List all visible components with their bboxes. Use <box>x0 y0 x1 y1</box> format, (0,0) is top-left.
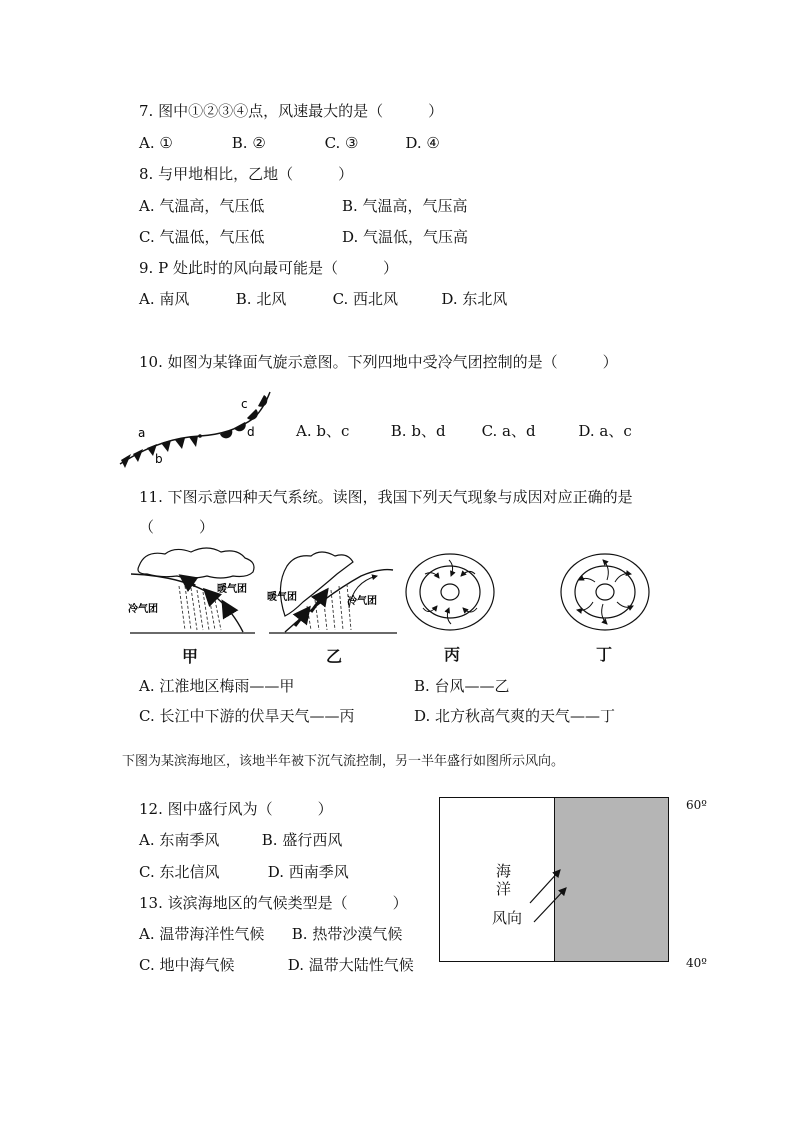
wind-direction-label: 风向 <box>492 909 523 927</box>
weather-systems-figure <box>125 546 665 666</box>
q13-stem: 13. 该滨海地区的气候类型是（ ） <box>139 894 408 912</box>
q9-option-c: C. 西北风 <box>332 290 399 308</box>
cold-mass-label-1: 冷气团 <box>128 604 158 615</box>
q8-option-a: A. 气温高，气压低 <box>139 197 265 215</box>
cyclone-diagram <box>406 554 494 630</box>
q10-option-b: B. b、d <box>390 422 446 440</box>
q13-options-row1 <box>139 924 402 944</box>
q13-option-a: A. 温带海洋性气候 <box>139 925 265 943</box>
wind-arrows <box>440 798 670 963</box>
q7-option-d: D. ④ <box>405 134 440 152</box>
front-cyclone-figure <box>112 380 282 475</box>
warm-mass-label-2: 暖气团 <box>267 592 297 603</box>
warm-mass-label-1: 暖气团 <box>217 584 247 595</box>
q11-option-a: A. 江淮地区梅雨——甲 <box>139 677 295 695</box>
coastal-map <box>439 797 669 962</box>
q11-option-d: D. 北方秋高气爽的天气——丁 <box>414 707 616 725</box>
q12-option-a: A. 东南季风 <box>139 831 220 849</box>
q8-option-c: C. 气温低，气压低 <box>139 228 265 246</box>
q9-stem: 9. P 处此时的风向最可能是（ ） <box>139 259 398 277</box>
latitude-60-label: 60º <box>686 798 707 812</box>
ocean-label-2: 洋 <box>496 880 512 898</box>
q8-option-d: D. 气温低，气压高 <box>342 228 469 246</box>
q10-option-d: D. a、c <box>578 422 632 440</box>
q8-stem: 8. 与甲地相比，乙地（ ） <box>139 165 354 183</box>
q12-stem: 12. 图中盛行风为（ ） <box>139 800 333 818</box>
label-a: a <box>138 426 146 440</box>
figure-label-jia: 甲 <box>182 647 199 666</box>
anticyclone-diagram <box>561 554 649 630</box>
q12-options-row1 <box>139 830 342 850</box>
q11-stem-line2: （ ） <box>139 518 215 536</box>
q9-option-b: B. 北风 <box>235 290 287 308</box>
q7-option-c: C. ③ <box>324 134 359 152</box>
figure-label-yi: 乙 <box>326 647 343 666</box>
q12-option-d: D. 西南季风 <box>267 863 349 881</box>
ocean-label-1: 海 <box>496 862 512 880</box>
q13-option-c: C. 地中海气候 <box>139 956 235 974</box>
q10-stem: 10. 如图为某锋面气旋示意图。下列四地中受冷气团控制的是（ ） <box>139 353 618 371</box>
label-b: b <box>155 452 163 466</box>
q11-stem-line1: 11. 下图示意四种天气系统。读图，我国下列天气现象与成因对应正确的是 <box>139 488 633 506</box>
q7-stem: 7. 图中①②③④点，风速最大的是（ ） <box>139 102 444 120</box>
q7-option-a: A. ① <box>139 134 173 152</box>
q12-13-intro: 下图为某滨海地区，该地半年被下沉气流控制，另一半年盛行如图所示风向。 <box>122 754 565 769</box>
q13-options-row2 <box>139 955 414 975</box>
label-c: c <box>241 397 248 411</box>
q12-option-c: C. 东北信风 <box>139 863 220 881</box>
figure-label-ding: 丁 <box>596 645 613 664</box>
q13-option-b: B. 热带沙漠气候 <box>291 925 403 943</box>
q9-options <box>139 289 507 309</box>
q10-options <box>296 421 632 441</box>
q7-options <box>139 133 440 153</box>
q11-option-c: C. 长江中下游的伏旱天气——丙 <box>139 707 355 725</box>
q12-options-row2 <box>139 862 349 882</box>
q11-option-b: B. 台风——乙 <box>414 677 510 695</box>
q7-option-b: B. ② <box>231 134 266 152</box>
q10-option-c: C. a、d <box>481 422 536 440</box>
q12-option-b: B. 盛行西风 <box>261 831 343 849</box>
q9-option-a: A. 南风 <box>139 290 190 308</box>
label-d: d <box>247 425 255 439</box>
figure-label-bing: 丙 <box>444 645 461 664</box>
cold-mass-label-2: 冷气团 <box>347 596 377 607</box>
q8-option-b: B. 气温高，气压高 <box>342 197 468 215</box>
q10-option-a: A. b、c <box>296 422 350 440</box>
q13-option-d: D. 温带大陆性气候 <box>287 956 414 974</box>
q9-option-d: D. 东北风 <box>441 290 508 308</box>
cold-front-diagram <box>128 548 255 633</box>
latitude-40-label: 40º <box>686 956 707 970</box>
warm-front-diagram <box>267 552 397 633</box>
